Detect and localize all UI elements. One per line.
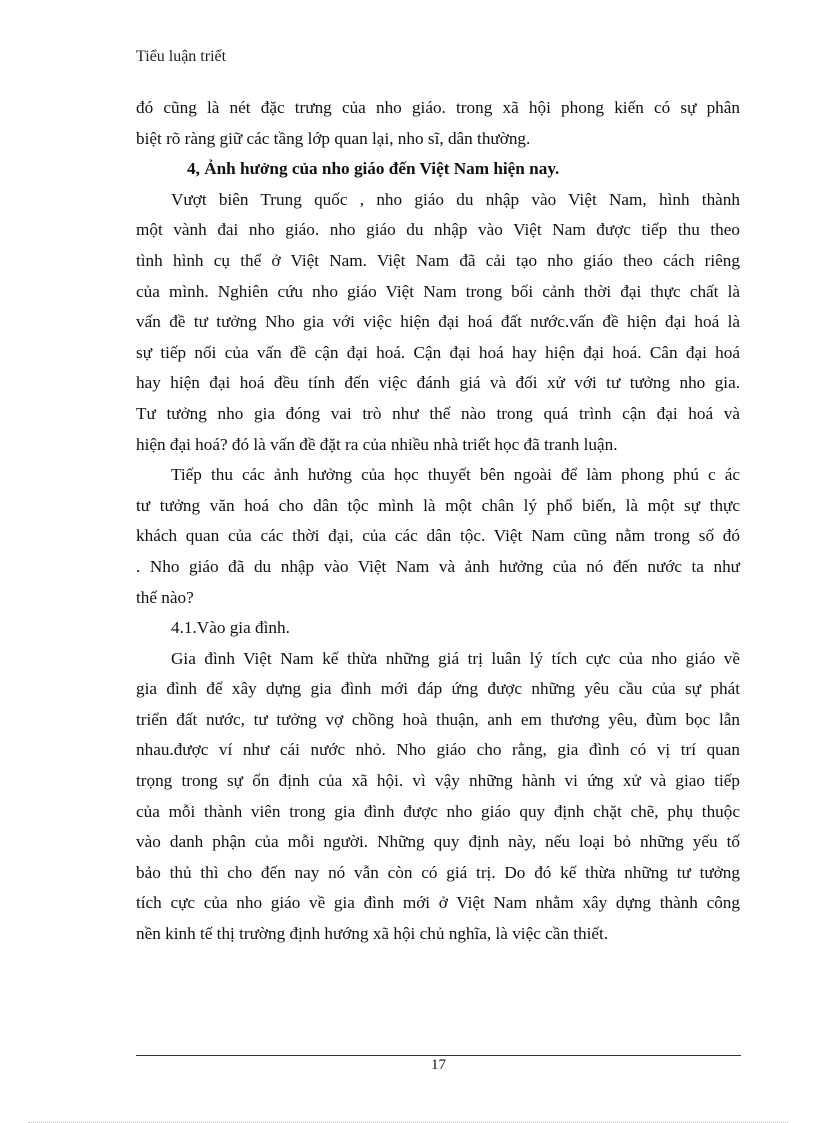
text-line: khách quan của các thời đại, của các dân tộc. Việt Nam cũng nằm trong số đó	[136, 526, 740, 546]
subsection-heading	[136, 613, 740, 644]
section-heading	[136, 154, 740, 185]
text-line: nhau.được ví như cái nước nhỏ. Nho giáo cho rằng, gia đình có vị trí quan	[136, 740, 740, 760]
text-line: tư tưởng văn hoá cho dân tộc mình là một chân lý phổ biến, là một sự thực	[136, 495, 740, 515]
text-line: tình hình cụ thể ở Việt Nam. Việt Nam đã cải tạo nho giáo theo cách riêng	[136, 250, 740, 270]
paragraph	[136, 460, 740, 613]
page-number: 17	[431, 1057, 446, 1073]
text-line: đó cũng là nét đặc trưng của nho giáo. trong xã hội phong kiến có sự phân	[136, 98, 740, 117]
text-line: hiện đại hoá? đó là vấn đề đặt ra của nhiều nhà triết học đã tranh luận.	[136, 434, 618, 454]
text-line: Vượt biên Trung quốc , nho giáo du nhập vào Việt Nam, hình thành	[171, 189, 740, 209]
text-line: một vành đai nho giáo. nho giáo du nhập vào Việt Nam được tiếp thu theo	[136, 220, 740, 240]
subheading-text: 4.1.Vào gia đình.	[171, 618, 290, 638]
text-line: trọng trong sự ổn định của xã hội. vì vậy những hành vi ứng xử và giao tiếp	[136, 771, 740, 791]
paragraph	[136, 644, 740, 950]
text-line: tích cực của nho giáo về gia đình mới ở Việt Nam nhằm xây dựng thành công	[136, 893, 740, 913]
text-line: vào danh phận của mỗi người. Những quy định này, nếu loại bỏ những yếu tố	[136, 832, 740, 852]
text-line: gia đình để xây dựng gia đình mới đáp ứng được những yêu cầu của sự phát	[136, 679, 740, 699]
text-line: vấn đề tư tưởng Nho gia với việc hiện đại hoá đất nước.vấn đề hiện đại hoá là	[136, 312, 740, 332]
text-line: bảo thủ thì cho đến nay nó vẫn còn có giá trị. Do đó kế thừa những tư tưởng	[136, 862, 740, 882]
text-line: thế nào?	[136, 587, 194, 607]
text-line: nền kinh tế thị trường định hướng xã hội chủ nghĩa, là việc cần thiết.	[136, 924, 609, 944]
heading-text: 4, Ảnh hưởng của nho giáo đến Việt Nam hiện nay.	[187, 159, 560, 179]
text-line: của mình. Nghiên cứu nho giáo Việt Nam trong bối cảnh thời đại thực chất là	[136, 281, 740, 301]
paragraph	[136, 185, 740, 460]
text-line: . Nho giáo đã du nhập vào Việt Nam và ảnh hưởng của nó đến nước ta như	[136, 556, 740, 576]
text-line: Gia đình Việt Nam kế thừa những giá trị luân lý tích cực của nho giáo về	[171, 648, 740, 668]
paragraph	[136, 93, 740, 154]
text-line: của mỗi thành viên trong gia đình được nho giáo quy định chặt chẽ, phụ thuộc	[136, 801, 740, 821]
footer-divider	[136, 1055, 741, 1056]
text-line: hay hiện đại hoá đều tính đến việc đánh giá và đối xử với tư tưởng nho gia.	[136, 373, 740, 393]
text-line: sự tiếp nối của vấn đề cận đại hoá. Cận đại hoá hay hiện đại hoá. Cân đại hoá	[136, 342, 740, 362]
running-header: Tiểu luận triết	[136, 48, 227, 65]
page-body	[136, 93, 740, 950]
text-line: Tư tưởng nho gia đóng vai trò như thế nào trong quá trình cận đại hoá và	[136, 403, 740, 423]
text-line: biệt rõ ràng giữ các tầng lớp quan lại, nho sĩ, dân thường.	[136, 128, 531, 148]
text-line: triển đất nước, tư tưởng vợ chồng hoà thuận, anh em thương yêu, đùm bọc lẫn	[136, 709, 740, 729]
text-line: Tiếp thu các ảnh hưởng của học thuyết bên ngoài để làm phong phú c ác	[171, 465, 740, 485]
